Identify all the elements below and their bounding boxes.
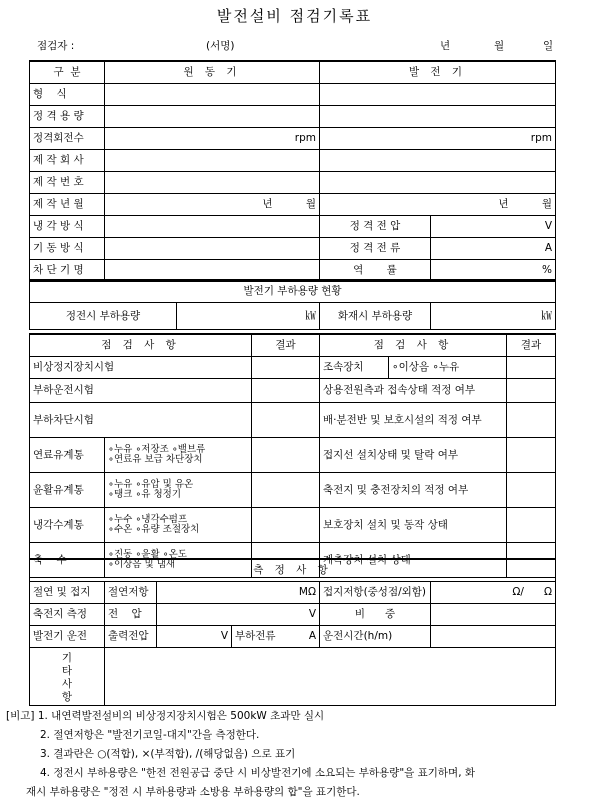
measure-title: 측 정 사 항: [30, 559, 556, 582]
fire-load-label: 화재시 부하용량: [320, 303, 431, 330]
fire-load-value[interactable]: ㎾: [431, 303, 556, 330]
check-item: 배·분전반 및 보호시설의 적정 여부: [320, 403, 507, 438]
page-title: 발전설비 점검기록표: [216, 7, 373, 25]
motor-value[interactable]: [105, 106, 320, 128]
check-item: 보호장치 설치 및 동작 상태: [320, 508, 507, 543]
gen-value[interactable]: [320, 106, 556, 128]
row-label: 형 식: [30, 84, 105, 106]
check-result[interactable]: [252, 403, 320, 438]
motor-value[interactable]: [105, 84, 320, 106]
check-item: 윤활유계통: [30, 473, 105, 508]
check-result[interactable]: [252, 508, 320, 543]
note-4-cont: 재시 부하용량은 "정전 시 부하용량과 소방용 부하용량의 합"을 표기한다.: [26, 786, 360, 798]
other-notes-label: 기 타 사 항: [30, 648, 105, 706]
motor-unit[interactable]: rpm: [105, 128, 320, 150]
output-voltage-label: 출력전압: [105, 626, 157, 648]
check-options: ∘누유 ∘유압 및 유온 ∘탱크 ∘유 청정기: [105, 473, 252, 508]
other-notes-value[interactable]: [105, 648, 556, 706]
spec-table: [29, 60, 556, 282]
load-current-unit: A: [308, 630, 316, 642]
specific-gravity-label: 비 중: [320, 604, 431, 626]
check-item: 계측장치 설치 상태: [320, 543, 507, 578]
insulation-resistance-label: 절연저항: [105, 582, 157, 604]
check-item: 부하운전시험: [30, 379, 252, 403]
outage-load-label: 정전시 부하용량: [30, 303, 177, 330]
footnotes: [6, 708, 586, 800]
gen-unit[interactable]: %: [431, 260, 556, 282]
year-label: 년: [440, 40, 451, 52]
col-motor: 원 동 기: [105, 61, 320, 84]
battery-voltage-label: 전 압: [105, 604, 157, 626]
run-hours-value[interactable]: [431, 626, 556, 648]
check-result[interactable]: [252, 473, 320, 508]
insulation-resistance-value[interactable]: MΩ: [157, 582, 320, 604]
check-item: 냉각수계통: [30, 508, 105, 543]
check-result[interactable]: [507, 473, 556, 508]
note-3: 3. 결과란은 ○(적합), ×(부적합), /(해당없음) 으로 표기: [40, 748, 296, 760]
load-title: 발전기 부하용량 현황: [30, 280, 556, 303]
month-label: 월: [494, 40, 505, 52]
gen-unit[interactable]: rpm: [320, 128, 556, 150]
row-label: 차 단 기 명: [30, 260, 105, 282]
motor-value[interactable]: [105, 238, 320, 260]
check-result[interactable]: [507, 379, 556, 403]
check-item: 비상정지장치시험: [30, 357, 252, 379]
outage-load-value[interactable]: ㎾: [177, 303, 320, 330]
signature-label: (서명): [206, 40, 235, 52]
check-result[interactable]: [507, 438, 556, 473]
check-options: ∘진동 ∘윤활 ∘온도 ∘이상음 및 냄새: [105, 543, 252, 578]
checks-table: [29, 333, 556, 578]
output-voltage-value[interactable]: V: [157, 626, 232, 648]
load-table: [29, 279, 556, 330]
run-hours-label: 운전시간(h/m): [320, 626, 431, 648]
specific-gravity-value[interactable]: [431, 604, 556, 626]
check-result[interactable]: [507, 508, 556, 543]
note-1: [비고] 1. 내연력발전설비의 비상정지장치시험은 500kW 초과만 실시: [6, 710, 325, 722]
inspector-label: 점검자 :: [37, 40, 75, 52]
ground-resistance-label: 접지저항(중성점/외함): [320, 582, 431, 604]
check-result[interactable]: [507, 357, 556, 379]
check-options: ∘이상음 ∘누유: [389, 357, 507, 379]
row-label: 기 동 방 식: [30, 238, 105, 260]
check-result[interactable]: [252, 357, 320, 379]
gen-unit[interactable]: V: [431, 216, 556, 238]
load-current-label: 부하전류 A: [232, 626, 320, 648]
ground-resistance-value[interactable]: Ω/ Ω: [431, 582, 556, 604]
day-label: 일: [543, 40, 554, 52]
motor-value[interactable]: [105, 150, 320, 172]
note-2: 2. 절연저항은 "발전기코일-대지"간을 측정한다.: [40, 729, 260, 741]
row-label: 정 격 용 량: [30, 106, 105, 128]
row-label: 제 작 년 월: [30, 194, 105, 216]
check-result[interactable]: [252, 379, 320, 403]
gen-row-label: 정 격 전 류: [320, 238, 431, 260]
col-label: 구 분: [30, 61, 105, 84]
gen-value[interactable]: [320, 172, 556, 194]
battery-voltage-value[interactable]: V: [157, 604, 320, 626]
col-result-left: 결과: [252, 334, 320, 357]
check-item: 축 수: [30, 543, 105, 578]
check-item: 조속장치: [320, 357, 389, 379]
gen-unit[interactable]: 년 월: [320, 194, 556, 216]
check-item: 접지선 설치상태 및 탈락 여부: [320, 438, 507, 473]
row-label: 냉 각 방 식: [30, 216, 105, 238]
motor-value[interactable]: [105, 216, 320, 238]
row-label: 제 작 회 사: [30, 150, 105, 172]
gen-value[interactable]: [320, 150, 556, 172]
row-label: 제 작 번 호: [30, 172, 105, 194]
check-item: 상용전원측과 접속상태 적정 여부: [320, 379, 507, 403]
gen-value[interactable]: [320, 84, 556, 106]
measure-table: [29, 558, 556, 706]
check-options: ∘누수 ∘냉각수펌프 ∘수온 ∘유량 조절장치: [105, 508, 252, 543]
check-item: 축전지 및 충전장치의 적정 여부: [320, 473, 507, 508]
insulation-label: 절연 및 접지: [30, 582, 105, 604]
check-result[interactable]: [252, 438, 320, 473]
check-options: ∘누유 ∘저장조 ∘밸브류 ∘연료유 보급 차단장치: [105, 438, 252, 473]
check-item: 연료유계통: [30, 438, 105, 473]
gen-row-label: 역 률: [320, 260, 431, 282]
battery-label: 축전지 측정: [30, 604, 105, 626]
check-result[interactable]: [507, 403, 556, 438]
motor-unit[interactable]: 년 월: [105, 194, 320, 216]
gen-row-label: 정 격 전 압: [320, 216, 431, 238]
col-generator: 발 전 기: [320, 61, 556, 84]
col-item-left: 점 검 사 항: [30, 334, 252, 357]
check-item: 부하차단시험: [30, 403, 252, 438]
gen-unit[interactable]: A: [431, 238, 556, 260]
col-item-right: 점 검 사 항: [320, 334, 507, 357]
row-label: 정격회전수: [30, 128, 105, 150]
col-result-right: 결과: [507, 334, 556, 357]
motor-value[interactable]: [105, 172, 320, 194]
note-4: 4. 정전시 부하용량은 "한전 전원공급 중단 시 비상발전기에 소요되는 부하용량"을 표기하며, 화: [40, 767, 476, 779]
gen-run-label: 발전기 운전: [30, 626, 105, 648]
